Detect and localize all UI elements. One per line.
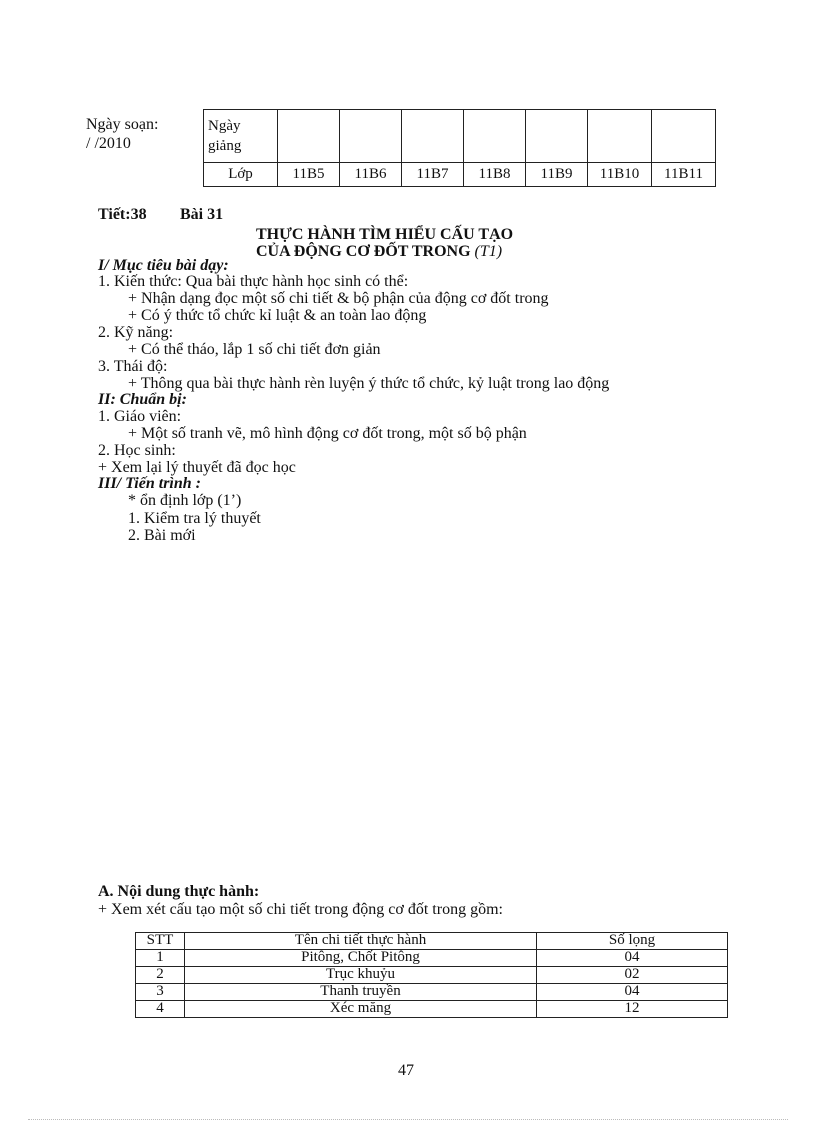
lesson-number: Bài 31 xyxy=(180,206,224,223)
lesson-title-line2: CỦA ĐỘNG CƠ ĐỐT TRONG xyxy=(256,243,471,260)
cell-name: Thanh truyền xyxy=(185,984,537,1001)
practice-intro: + Xem xét cấu tạo một số chi tiết trong động cơ đốt trong gồm: xyxy=(98,901,503,918)
column-header: STT xyxy=(136,933,185,950)
section-objectives-heading: I/ Mục tiêu bài dạy: xyxy=(98,257,229,274)
schedule-table xyxy=(203,109,716,187)
text-line: + Có ý thức tổ chức kỉ luật & an toàn lao động xyxy=(128,307,427,324)
column-header: Tên chi tiết thực hành xyxy=(185,933,537,950)
page-bottom-divider xyxy=(28,1119,788,1120)
column-header: Số lọng xyxy=(537,933,728,950)
table-header-row xyxy=(136,933,728,950)
text-line: + Có thể tháo, lắp 1 số chi tiết đơn giản xyxy=(128,341,381,358)
class-cell: 11B5 xyxy=(278,163,340,187)
cell-qty: 04 xyxy=(537,984,728,1001)
section-preparation-heading: II: Chuẩn bị: xyxy=(98,391,187,408)
cell-qty: 12 xyxy=(537,1001,728,1018)
cell-stt: 1 xyxy=(136,950,185,967)
table-row xyxy=(136,950,728,967)
schedule-date-label: Ngày giảng xyxy=(204,110,278,163)
lesson-title-note: (T1) xyxy=(474,243,503,260)
lesson-title-line2-wrap xyxy=(256,243,502,260)
date-cell xyxy=(278,110,340,163)
text-line: 2. Kỹ năng: xyxy=(98,324,174,341)
cell-stt: 2 xyxy=(136,967,185,984)
date-cell xyxy=(464,110,526,163)
section-procedure-heading: III/ Tiến trình : xyxy=(98,475,201,492)
text-line: 1. Giáo viên: xyxy=(98,408,182,425)
text-line: 2. Bài mới xyxy=(128,527,196,544)
parts-table xyxy=(135,932,728,1018)
class-cell: 11B6 xyxy=(340,163,402,187)
date-cell xyxy=(652,110,716,163)
ngay-soan-label: Ngày soạn: xyxy=(86,116,159,133)
schedule-class-label: Lớp xyxy=(204,163,278,187)
cell-stt: 4 xyxy=(136,1001,185,1018)
class-cell: 11B11 xyxy=(652,163,716,187)
text-line: 3. Thái độ: xyxy=(98,358,168,375)
lesson-period: Tiết:38 xyxy=(98,206,147,223)
cell-name: Pitông, Chốt Pitông xyxy=(185,950,537,967)
ngay-soan-value: / /2010 xyxy=(86,135,131,152)
text-line: + Thông qua bài thực hành rèn luyện ý thức tổ chức, kỷ luật trong lao động xyxy=(128,375,610,392)
lesson-title-line1: THỰC HÀNH TÌM HIỂU CẤU TẠO xyxy=(256,226,514,243)
cell-name: Xéc măng xyxy=(185,1001,537,1018)
text-line: * ổn định lớp (1’) xyxy=(128,492,242,509)
cell-qty: 04 xyxy=(537,950,728,967)
text-line: + Một số tranh vẽ, mô hình động cơ đốt trong, một số bộ phận xyxy=(128,425,527,442)
class-cell: 11B7 xyxy=(402,163,464,187)
cell-stt: 3 xyxy=(136,984,185,1001)
date-cell xyxy=(402,110,464,163)
class-cell: 11B9 xyxy=(526,163,588,187)
table-row xyxy=(136,967,728,984)
class-cell: 11B8 xyxy=(464,163,526,187)
class-cell: 11B10 xyxy=(588,163,652,187)
table-row xyxy=(136,984,728,1001)
cell-qty: 02 xyxy=(537,967,728,984)
text-line: 1. Kiểm tra lý thuyết xyxy=(128,510,261,527)
text-line: 2. Học sinh: xyxy=(98,442,176,459)
text-line: + Nhận dạng đọc một số chi tiết & bộ phận của động cơ đốt trong xyxy=(128,290,549,307)
page-number: 47 xyxy=(398,1062,414,1079)
table-row xyxy=(136,1001,728,1018)
date-cell xyxy=(588,110,652,163)
practice-heading: A. Nội dung thực hành: xyxy=(98,883,260,900)
text-line: + Xem lại lý thuyết đã đọc học xyxy=(98,459,296,476)
date-cell xyxy=(340,110,402,163)
text-line: 1. Kiến thức: Qua bài thực hành học sinh có thể: xyxy=(98,273,409,290)
cell-name: Trục khuỷu xyxy=(185,967,537,984)
date-cell xyxy=(526,110,588,163)
